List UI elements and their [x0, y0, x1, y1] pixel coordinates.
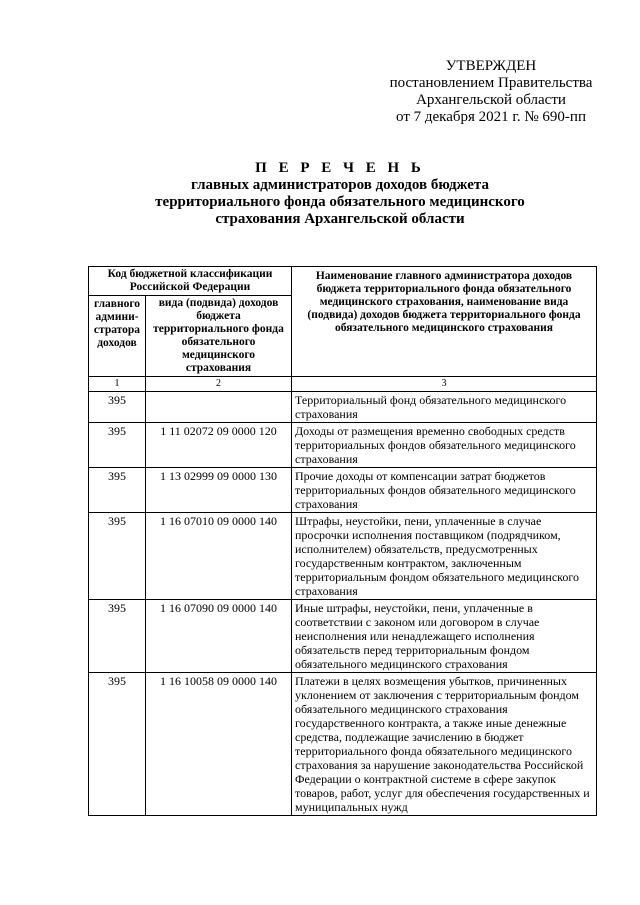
table-row	[89, 392, 597, 423]
approval-region: Архангельской области	[416, 92, 566, 108]
table-row	[89, 600, 597, 673]
approval-date-number: от 7 декабря 2021 г. № 690-пп	[396, 109, 586, 125]
income-name-cell: Прочие доходы от компенсации затрат бюджетов территориальных фондов обязательного медицинского страхования	[292, 468, 597, 513]
table-row	[89, 468, 597, 513]
title-line-2: территориального фонда обязательного медицинского	[155, 194, 525, 210]
table-row	[89, 673, 597, 816]
table-row	[89, 513, 597, 600]
admin-code-cell: 395	[89, 468, 146, 513]
income-code-cell: 1 16 07090 09 0000 140	[146, 600, 292, 673]
column-number: 3	[292, 377, 597, 392]
column-number: 2	[146, 377, 292, 392]
income-name-cell: Территориальный фонд обязательного медицинского страхования	[292, 392, 597, 423]
admin-code-cell: 395	[89, 423, 146, 468]
income-code-cell: 1 16 07010 09 0000 140	[146, 513, 292, 600]
header-kbk: Код бюджетной классификации Российской Федерации	[89, 267, 292, 296]
table-row	[89, 423, 597, 468]
title-line-1: главных администраторов доходов бюджета	[191, 177, 489, 193]
title-line-3: страхования Архангельской области	[215, 211, 465, 227]
approval-stamp	[372, 58, 610, 126]
admin-code-cell: 395	[89, 600, 146, 673]
admin-code-cell: 395	[89, 673, 146, 816]
header-income-code: вида (подвида) доходов бюджета территориального фонда обязательного медицинского страхования	[146, 296, 292, 377]
column-number: 1	[89, 377, 146, 392]
header-name: Наименование главного администратора доходов бюджета территориального фонда обязательного медицинского страхования, наименование вида (подвида) доходов бюджета территориального фонда обязательного медицинского страхования	[292, 267, 597, 377]
approval-resolution: постановлением Правительства	[389, 75, 593, 91]
income-code-cell: 1 13 02999 09 0000 130	[146, 468, 292, 513]
admin-code-cell: 395	[89, 392, 146, 423]
income-name-cell: Доходы от размещения временно свободных средств территориальных фондов обязательного медицинского страхования	[292, 423, 597, 468]
income-code-cell: 1 11 02072 09 0000 120	[146, 423, 292, 468]
income-name-cell: Штрафы, неустойки, пени, уплаченные в случае просрочки исполнения поставщиком (подрядчиком, исполнителем) обязательств, предусмотренных государственным контрактом, заключенным территориальным фондом обязательного медицинского страхования	[292, 513, 597, 600]
administrators-table	[88, 266, 597, 816]
document-title	[90, 160, 590, 228]
column-numbers-row	[89, 377, 597, 392]
income-name-cell: Платежи в целях возмещения убытков, причиненных уклонением от заключения с территориальным фондом обязательного медицинского страхования государственного контракта, а также иные денежные средства, подлежащие зачислению в бюджет территориального фонда обязательного медицинского страхования за нарушение законодательства Российской Федерации о контрактной системе в сфере закупок товаров, работ, услуг для обеспечения государственных и муниципальных нужд	[292, 673, 597, 816]
table-header-row	[89, 267, 597, 296]
admin-code-cell: 395	[89, 513, 146, 600]
income-name-cell: Иные штрафы, неустойки, пени, уплаченные в соответствии с законом или договором в случае неисполнения или ненадлежащего исполнения обязательств перед территориальным фондом обязательного медицинского страхования	[292, 600, 597, 673]
approval-word: УТВЕРЖДЕН	[445, 58, 537, 74]
income-code-cell	[146, 392, 292, 423]
title-word: П Е Р Е Ч Е Н Ь	[255, 160, 425, 176]
header-admin-code: главного админи-стратора доходов	[89, 296, 146, 377]
income-code-cell: 1 16 10058 09 0000 140	[146, 673, 292, 816]
